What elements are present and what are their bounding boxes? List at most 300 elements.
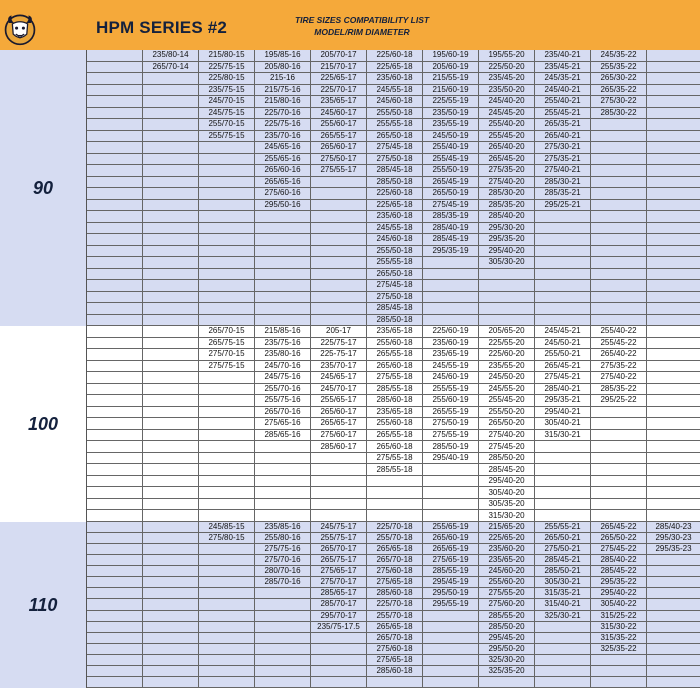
size-cell (199, 246, 255, 258)
size-cell (311, 177, 367, 189)
size-cell: 255/50-18 (367, 246, 423, 258)
size-cell (423, 292, 479, 304)
size-cell (591, 280, 647, 292)
size-cell (199, 633, 255, 644)
size-cell: 225/70-18 (367, 522, 423, 533)
size-cell (591, 154, 647, 166)
size-cell (647, 269, 700, 281)
size-cell: 275/65-16 (255, 418, 311, 430)
size-cell: 295/30-23 (647, 533, 700, 544)
size-cell (591, 499, 647, 511)
size-cell (367, 476, 423, 488)
size-cell (199, 577, 255, 588)
size-cell: 275/65-18 (367, 655, 423, 666)
size-cell: 265/50-18 (367, 131, 423, 143)
size-cell: 235/70-16 (255, 131, 311, 143)
size-cell (311, 246, 367, 258)
size-cell: 255/60-20 (479, 577, 535, 588)
size-cell: 245/40-21 (535, 85, 591, 97)
size-cell: 245/85-15 (199, 522, 255, 533)
size-cell: 225/75-17 (311, 338, 367, 350)
size-cell (255, 476, 311, 488)
size-cell (591, 257, 647, 269)
size-cell: 245/50-20 (479, 372, 535, 384)
size-cell: 265/40-20 (479, 142, 535, 154)
size-cell: 225/65-18 (367, 62, 423, 74)
size-cell: 225/75-15 (199, 62, 255, 74)
size-cell: 255/80-16 (255, 533, 311, 544)
size-cell (87, 430, 143, 442)
size-cell (423, 476, 479, 488)
size-cell (647, 234, 700, 246)
size-cell (199, 611, 255, 622)
size-cell: 295/55-19 (423, 599, 479, 610)
size-cell: 265/40-22 (591, 349, 647, 361)
size-cell (535, 476, 591, 488)
size-cell: 275/45-18 (367, 142, 423, 154)
size-cell (591, 165, 647, 177)
size-cell (591, 666, 647, 677)
size-cell (87, 292, 143, 304)
size-cell: 275/60-18 (367, 644, 423, 655)
size-cell (143, 119, 199, 131)
size-cell (647, 326, 700, 338)
size-cell (255, 655, 311, 666)
size-cell: 275/75-15 (199, 361, 255, 373)
size-cell: 275/55-17 (311, 165, 367, 177)
size-cell: 215/65-20 (479, 522, 535, 533)
size-cell: 285/35-20 (479, 200, 535, 212)
size-cell: 265/60-19 (423, 533, 479, 544)
size-cell (199, 384, 255, 396)
size-cell (199, 292, 255, 304)
size-cell: 285/55-19 (423, 566, 479, 577)
size-cell (87, 131, 143, 143)
size-cell: 315/30-22 (591, 622, 647, 633)
size-cell: 295/30-20 (479, 223, 535, 235)
size-cell (199, 566, 255, 577)
size-cell (199, 315, 255, 327)
size-cell: 255/55-19 (423, 384, 479, 396)
size-cell: 295/40-20 (479, 246, 535, 258)
size-cell (647, 487, 700, 499)
size-cell: 255/50-18 (367, 108, 423, 120)
size-cell (199, 453, 255, 465)
subtitle-line-2: MODEL/RIM DIAMETER (314, 27, 410, 37)
size-cell (535, 677, 591, 688)
size-cell (143, 633, 199, 644)
size-cell (143, 188, 199, 200)
size-cell (87, 338, 143, 350)
size-cell (199, 476, 255, 488)
size-cell (311, 188, 367, 200)
size-cell (423, 611, 479, 622)
size-cell: 245/70-17 (311, 384, 367, 396)
size-cell: 295/40-22 (591, 588, 647, 599)
size-cell (255, 303, 311, 315)
size-cell: 225/65-20 (479, 533, 535, 544)
size-cell (199, 303, 255, 315)
size-cell: 265/50-21 (535, 533, 591, 544)
size-cell (647, 303, 700, 315)
size-cell (87, 234, 143, 246)
size-cell: 255/55-18 (367, 119, 423, 131)
size-cell (199, 544, 255, 555)
size-cell: 295/40-20 (479, 476, 535, 488)
size-cell (647, 655, 700, 666)
size-cell (87, 372, 143, 384)
size-cell (255, 234, 311, 246)
size-cell: 305/40-20 (479, 487, 535, 499)
size-cell: 275/55-19 (423, 430, 479, 442)
model-110-section (0, 522, 700, 688)
size-cell (535, 655, 591, 666)
size-cell: 285/50-18 (367, 315, 423, 327)
size-cell (535, 257, 591, 269)
size-cell: 235/85-16 (255, 522, 311, 533)
size-cell: 255/75-17 (311, 533, 367, 544)
size-cell: 265/70-14 (143, 62, 199, 74)
size-cell: 285/40-21 (535, 384, 591, 396)
size-cell: 235/65-17 (311, 96, 367, 108)
size-cell (311, 269, 367, 281)
size-cell: 265/45-19 (423, 177, 479, 189)
size-cell (647, 430, 700, 442)
size-cell (143, 453, 199, 465)
size-cell (647, 588, 700, 599)
size-cell (143, 326, 199, 338)
size-cell (647, 154, 700, 166)
size-cell (255, 315, 311, 327)
size-cell (479, 677, 535, 688)
size-cell (479, 315, 535, 327)
size-cell (199, 644, 255, 655)
size-cell (311, 487, 367, 499)
size-cell: 285/45-19 (423, 234, 479, 246)
size-cell (143, 200, 199, 212)
size-cell (647, 476, 700, 488)
size-cell: 265/60-18 (367, 361, 423, 373)
size-cell (87, 384, 143, 396)
size-cell: 215/80-15 (199, 50, 255, 62)
size-cell (143, 430, 199, 442)
size-cell (143, 234, 199, 246)
size-cell (143, 384, 199, 396)
size-cell (87, 223, 143, 235)
size-cell: 245/65-17 (311, 372, 367, 384)
size-cell (591, 303, 647, 315)
size-cell: 285/50-21 (535, 566, 591, 577)
size-cell (143, 487, 199, 499)
size-cell: 295/25-22 (591, 395, 647, 407)
size-cell (143, 73, 199, 85)
size-cell: 235/50-19 (423, 108, 479, 120)
size-cell (199, 211, 255, 223)
size-cell (647, 611, 700, 622)
size-cell (647, 223, 700, 235)
size-cell (311, 223, 367, 235)
size-cell (591, 211, 647, 223)
size-cell (591, 677, 647, 688)
size-cell (87, 73, 143, 85)
size-cell: 285/50-20 (479, 453, 535, 465)
size-cell: 275/80-15 (199, 533, 255, 544)
size-cell (591, 476, 647, 488)
size-cell (647, 338, 700, 350)
size-cell: 255/45-22 (591, 338, 647, 350)
size-cell: 245/75-16 (255, 372, 311, 384)
size-cell: 255/65-16 (255, 154, 311, 166)
size-cell: 285/35-21 (535, 188, 591, 200)
size-cell (647, 361, 700, 373)
size-cell: 285/35-19 (423, 211, 479, 223)
size-cell (311, 303, 367, 315)
size-cell (199, 418, 255, 430)
size-cell: 265/65-16 (255, 177, 311, 189)
size-cell: 245/60-18 (367, 234, 423, 246)
size-cell: 265/65-18 (367, 622, 423, 633)
size-cell (535, 487, 591, 499)
size-cell: 255/70-18 (367, 533, 423, 544)
size-cell: 255/55-21 (535, 522, 591, 533)
size-cell (535, 644, 591, 655)
size-cell (423, 666, 479, 677)
size-cell (311, 211, 367, 223)
size-cell (143, 246, 199, 258)
size-cell: 325/30-20 (479, 655, 535, 666)
size-cell: 235/65-20 (479, 555, 535, 566)
size-cell: 205/60-19 (423, 62, 479, 74)
size-cell (647, 566, 700, 577)
size-cell (647, 62, 700, 74)
size-cell (479, 269, 535, 281)
size-cell: 265/30-22 (591, 73, 647, 85)
size-cell (647, 211, 700, 223)
size-cell: 195/85-16 (255, 50, 311, 62)
size-cell (647, 257, 700, 269)
model-label: 110 (28, 594, 58, 615)
size-cell (591, 418, 647, 430)
size-cell: 325/35-22 (591, 644, 647, 655)
size-cell: 285/45-18 (367, 303, 423, 315)
size-cell (87, 108, 143, 120)
size-cell (647, 73, 700, 85)
size-cell (255, 677, 311, 688)
size-cell: 225/70-16 (255, 108, 311, 120)
size-cell (87, 62, 143, 74)
size-cell (199, 622, 255, 633)
size-cell (199, 257, 255, 269)
size-cell: 275/30-22 (591, 96, 647, 108)
size-cell: 285/50-20 (479, 622, 535, 633)
size-cell (143, 177, 199, 189)
size-cell (647, 108, 700, 120)
size-cell (479, 280, 535, 292)
size-cell: 275/60-16 (255, 188, 311, 200)
size-cell (87, 211, 143, 223)
size-cell (87, 476, 143, 488)
size-cell (199, 677, 255, 688)
size-cell (647, 464, 700, 476)
size-cell (143, 211, 199, 223)
size-cell (87, 499, 143, 511)
size-cell: 275/45-19 (423, 200, 479, 212)
size-cell: 275/35-21 (535, 154, 591, 166)
size-cell (535, 510, 591, 522)
size-cell: 285/35-22 (591, 384, 647, 396)
size-cell (199, 223, 255, 235)
size-cell (199, 464, 255, 476)
model-label: 90 (32, 177, 54, 198)
size-cell (143, 85, 199, 97)
size-cell: 265/70-15 (199, 326, 255, 338)
size-cell (647, 142, 700, 154)
size-cell: 285/60-18 (367, 666, 423, 677)
size-cell: 235/80-14 (143, 50, 199, 62)
size-cell (87, 142, 143, 154)
size-cell: 255/60-19 (423, 395, 479, 407)
size-cell: 255/60-17 (311, 119, 367, 131)
size-cell (535, 234, 591, 246)
size-cell: 285/70-16 (255, 577, 311, 588)
size-cell: 255/45-20 (479, 131, 535, 143)
size-cell: 245/55-18 (367, 223, 423, 235)
size-cell: 255/70-18 (367, 611, 423, 622)
size-cell (255, 211, 311, 223)
size-cell: 285/70-17 (311, 599, 367, 610)
size-cell (143, 349, 199, 361)
size-cell: 245/60-17 (311, 108, 367, 120)
size-cell (591, 177, 647, 189)
size-cell (535, 453, 591, 465)
size-cell (535, 622, 591, 633)
size-cell: 255/40-20 (479, 119, 535, 131)
size-cell (423, 315, 479, 327)
size-cell: 225/55-19 (423, 96, 479, 108)
size-cell (423, 622, 479, 633)
size-cell (535, 280, 591, 292)
size-cell (647, 555, 700, 566)
size-cell (423, 269, 479, 281)
size-cell: 215-16 (255, 73, 311, 85)
size-cell (87, 407, 143, 419)
size-cell (143, 154, 199, 166)
size-cell (647, 131, 700, 143)
size-cell: 255/75-15 (199, 131, 255, 143)
size-cell (255, 510, 311, 522)
size-cell (143, 599, 199, 610)
size-cell (311, 234, 367, 246)
size-cell (87, 257, 143, 269)
size-cell (143, 464, 199, 476)
size-cell: 280/70-16 (255, 566, 311, 577)
size-cell: 225/60-19 (423, 326, 479, 338)
size-cell (647, 188, 700, 200)
size-cell: 245/75-17 (311, 522, 367, 533)
size-cell (255, 588, 311, 599)
size-cell: 275/55-20 (479, 588, 535, 599)
size-cell: 245/70-16 (255, 361, 311, 373)
size-cell (143, 131, 199, 143)
size-cell (647, 677, 700, 688)
size-cell: 295/45-19 (423, 577, 479, 588)
size-cell: 285/60-18 (367, 395, 423, 407)
size-cell: 285/45-20 (479, 464, 535, 476)
size-cell (647, 441, 700, 453)
size-cell: 225/50-20 (479, 62, 535, 74)
size-cell: 215/55-19 (423, 73, 479, 85)
size-cell: 255/65-17 (311, 395, 367, 407)
size-cell: 285/45-22 (591, 566, 647, 577)
size-cell: 305/40-22 (591, 599, 647, 610)
size-cell: 275/60-20 (479, 599, 535, 610)
size-cell (647, 633, 700, 644)
size-cell (255, 622, 311, 633)
size-cell: 245/65-16 (255, 142, 311, 154)
model-100-section (0, 326, 700, 522)
size-cell (143, 555, 199, 566)
size-cell: 265/35-21 (535, 119, 591, 131)
size-cell (255, 464, 311, 476)
size-cell (479, 292, 535, 304)
size-cell (143, 588, 199, 599)
size-cell (143, 108, 199, 120)
size-cell: 265/65-18 (367, 544, 423, 555)
size-cell (255, 441, 311, 453)
size-cell: 295/25-21 (535, 200, 591, 212)
subtitle-line-1: TIRE SIZES COMPATIBILITY LIST (294, 15, 430, 25)
size-cell (255, 644, 311, 655)
size-cell (647, 644, 700, 655)
size-cell: 195/55-20 (479, 50, 535, 62)
size-cell: 225/65-17 (311, 73, 367, 85)
header-bar (0, 0, 700, 50)
size-cell (87, 622, 143, 633)
size-cell: 275/55-18 (367, 453, 423, 465)
size-cell: 235/70-17 (311, 361, 367, 373)
size-cell: 265/50-22 (591, 533, 647, 544)
size-cell: 285/30-20 (479, 188, 535, 200)
size-cell (87, 577, 143, 588)
size-cell: 275/65-19 (423, 555, 479, 566)
size-cell: 315/30-20 (479, 510, 535, 522)
size-cell: 205/65-20 (479, 326, 535, 338)
size-cell: 235/80-16 (255, 349, 311, 361)
size-cell: 265/35-22 (591, 85, 647, 97)
size-cell: 285/45-18 (367, 165, 423, 177)
size-cell: 255/70-15 (199, 119, 255, 131)
size-cell (87, 666, 143, 677)
size-cell: 265/65-17 (311, 418, 367, 430)
size-cell: 305/35-20 (479, 499, 535, 511)
size-cell (143, 257, 199, 269)
size-cell: 275/40-21 (535, 165, 591, 177)
size-cell: 235/55-20 (479, 361, 535, 373)
size-cell (87, 644, 143, 655)
size-cell: 275/50-17 (311, 154, 367, 166)
size-cell: 285/50-18 (367, 177, 423, 189)
size-cell (647, 280, 700, 292)
size-cell: 285/30-22 (591, 108, 647, 120)
size-cell (311, 464, 367, 476)
size-cell: 265/75-17 (311, 555, 367, 566)
size-cell (87, 677, 143, 688)
size-cell: 245/55-19 (423, 361, 479, 373)
size-cell (591, 510, 647, 522)
size-cell: 265/65-19 (423, 544, 479, 555)
size-cell: 275/40-20 (479, 430, 535, 442)
size-cell: 235/50-20 (479, 85, 535, 97)
